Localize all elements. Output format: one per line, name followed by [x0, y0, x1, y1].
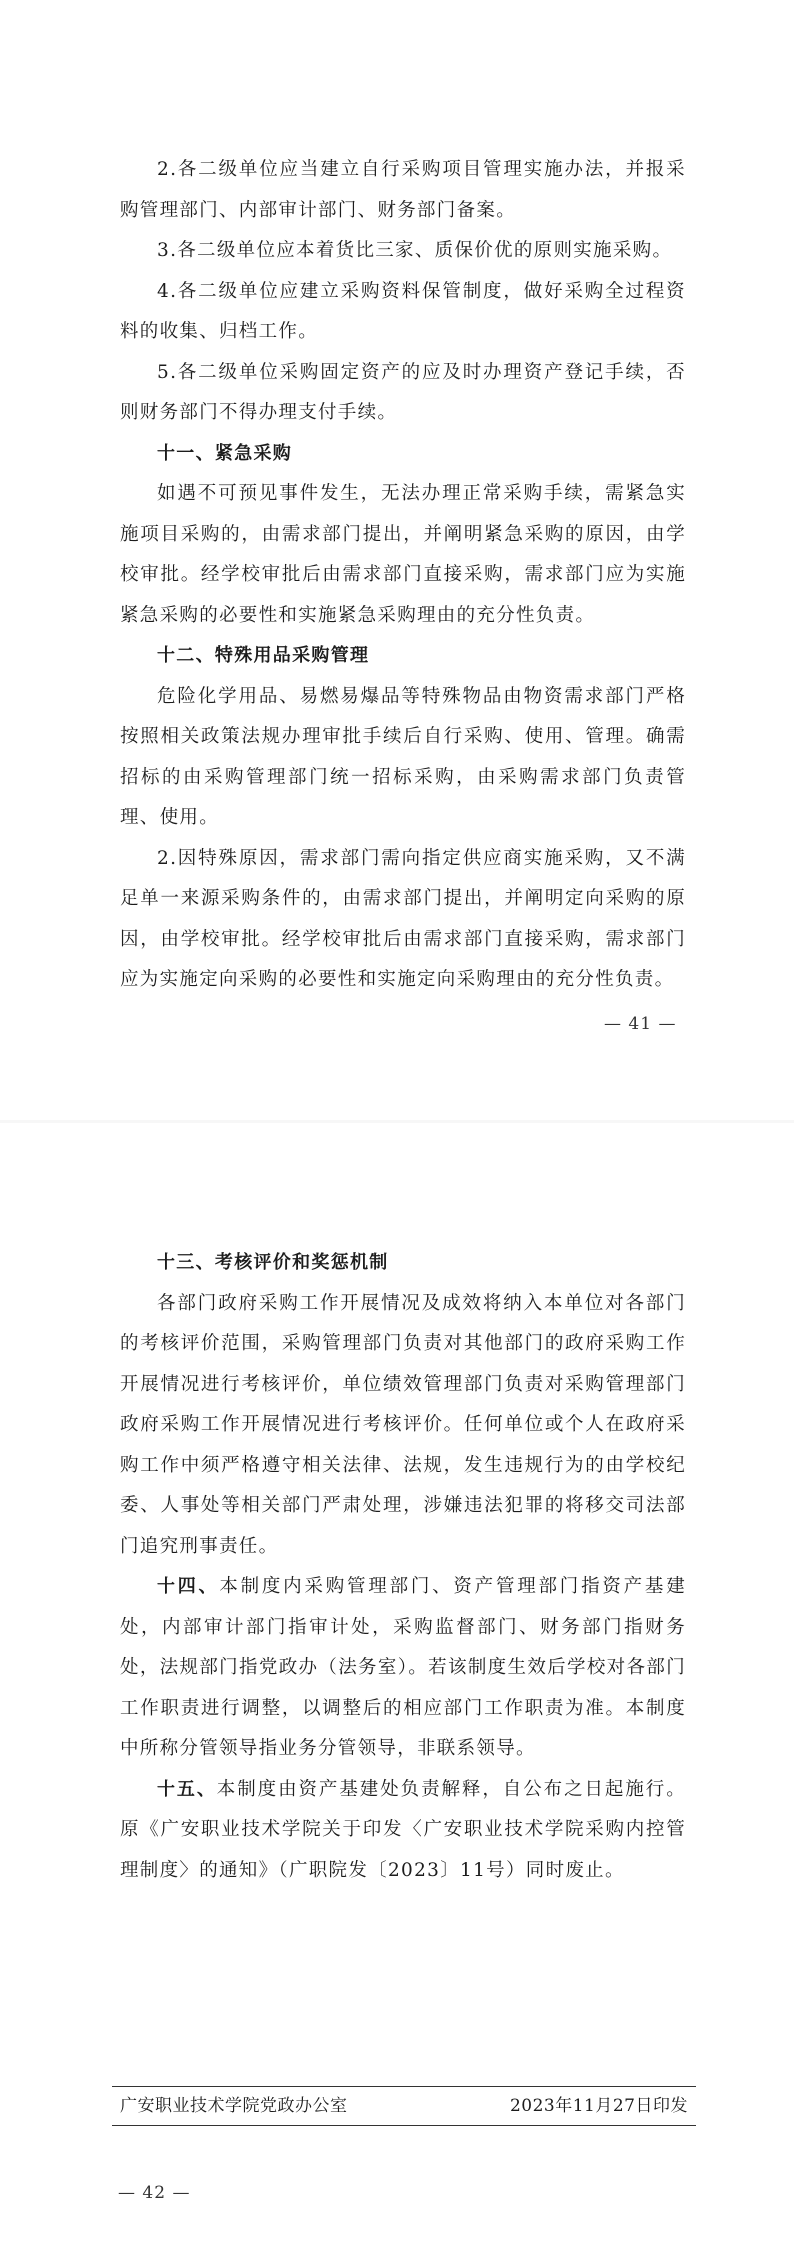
item-5-paragraph: 5.各二级单位采购固定资产的应及时办理资产登记手续，否则财务部门不得办理支付手续。 — [120, 361, 686, 423]
footer-line — [112, 2087, 696, 2125]
page-number-41: — 41 — — [604, 1014, 677, 1034]
section-13-paragraph: 各部门政府采购工作开展情况及成效将纳入本单位对各部门的考核评价范围，采购管理部门负责对其他部门的政府采购工作开展情况进行考核评价，单位绩效管理部门负责对采购管理部门政府采购工作开展情况进行考核评价。任何单位或个人在政府采购工作中须严格遵守相关法律、法规，发生违规行为的由学校纪委、人事处等相关部门严肃处理，涉嫌违法犯罪的将移交司法部门追究刑事责任。 — [120, 1292, 686, 1557]
item-4-paragraph: 4.各二级单位应建立采购资料保管制度，做好采购全过程资料的收集、归档工作。 — [120, 280, 686, 342]
section-12-paragraph-2: 2.因特殊原因，需求部门需向指定供应商实施采购，又不满足单一来源采购条件的，由需求部门提出，并阐明定向采购的原因，由学校审批。经学校审批后由需求部门直接采购，需求部门应为实施定向采购的必要性和实施定向采购理由的充分性负责。 — [120, 847, 686, 990]
item-2-paragraph: 2.各二级单位应当建立自行采购项目管理实施办法，并报采购管理部门、内部审计部门、财务部门备案。 — [120, 159, 686, 221]
section-14-lead: 十四、 — [157, 1576, 220, 1597]
page-42 — [0, 1123, 794, 2246]
section-12-heading: 十二、特殊用品采购管理 — [157, 645, 370, 666]
footer-issuer: 广安职业技术学院党政办公室 — [120, 2096, 348, 2116]
section-15-text: 本制度由资产基建处负责解释，自公布之日起施行。原《广安职业技术学院关于印发〈广安职业技术学院采购内控管理制度〉的通知》（广职院发〔2023〕11号）同时废止。 — [120, 1778, 687, 1881]
footer-date: 2023年11月27日印发 — [509, 2096, 688, 2116]
page-41-body — [120, 150, 686, 1001]
footer-bottom-rule — [112, 2125, 696, 2126]
item-3-paragraph: 3.各二级单位应本着货比三家、质保价优的原则实施采购。 — [157, 240, 673, 261]
section-15-paragraph — [120, 1770, 686, 1892]
section-14-paragraph — [120, 1567, 686, 1770]
page-number-42: — 42 — — [118, 2183, 191, 2203]
page-42-body — [120, 1243, 686, 1891]
section-15-lead: 十五、 — [157, 1778, 217, 1800]
issuance-footer — [112, 2086, 696, 2126]
section-11-paragraph: 如遇不可预见事件发生，无法办理正常采购手续，需紧急实施项目采购的，由需求部门提出，并阐明紧急采购的原因，由学校审批。经学校审批后由需求部门直接采购，需求部门应为实施紧急采购的必要性和实施紧急采购理由的充分性负责。 — [120, 483, 686, 626]
section-14-text: 本制度内采购管理部门、资产管理部门指资产基建处，内部审计部门指审计处，采购监督部门、财务部门指财务处，法规部门指党政办（法务室）。若该制度生效后学校对各部门工作职责进行调整，以调整后的相应部门工作职责为准。本制度中所称分管领导指业务分管领导，非联系领导。 — [120, 1576, 686, 1759]
section-11-heading: 十一、紧急采购 — [157, 442, 293, 464]
section-13-heading: 十三、考核评价和奖惩机制 — [157, 1252, 389, 1273]
section-12-paragraph-1: 危险化学用品、易燃易爆品等特殊物品由物资需求部门严格按照相关政策法规办理审批手续后自行采购、使用、管理。确需招标的由采购管理部门统一招标采购，由采购需求部门负责管理、使用。 — [120, 685, 686, 828]
